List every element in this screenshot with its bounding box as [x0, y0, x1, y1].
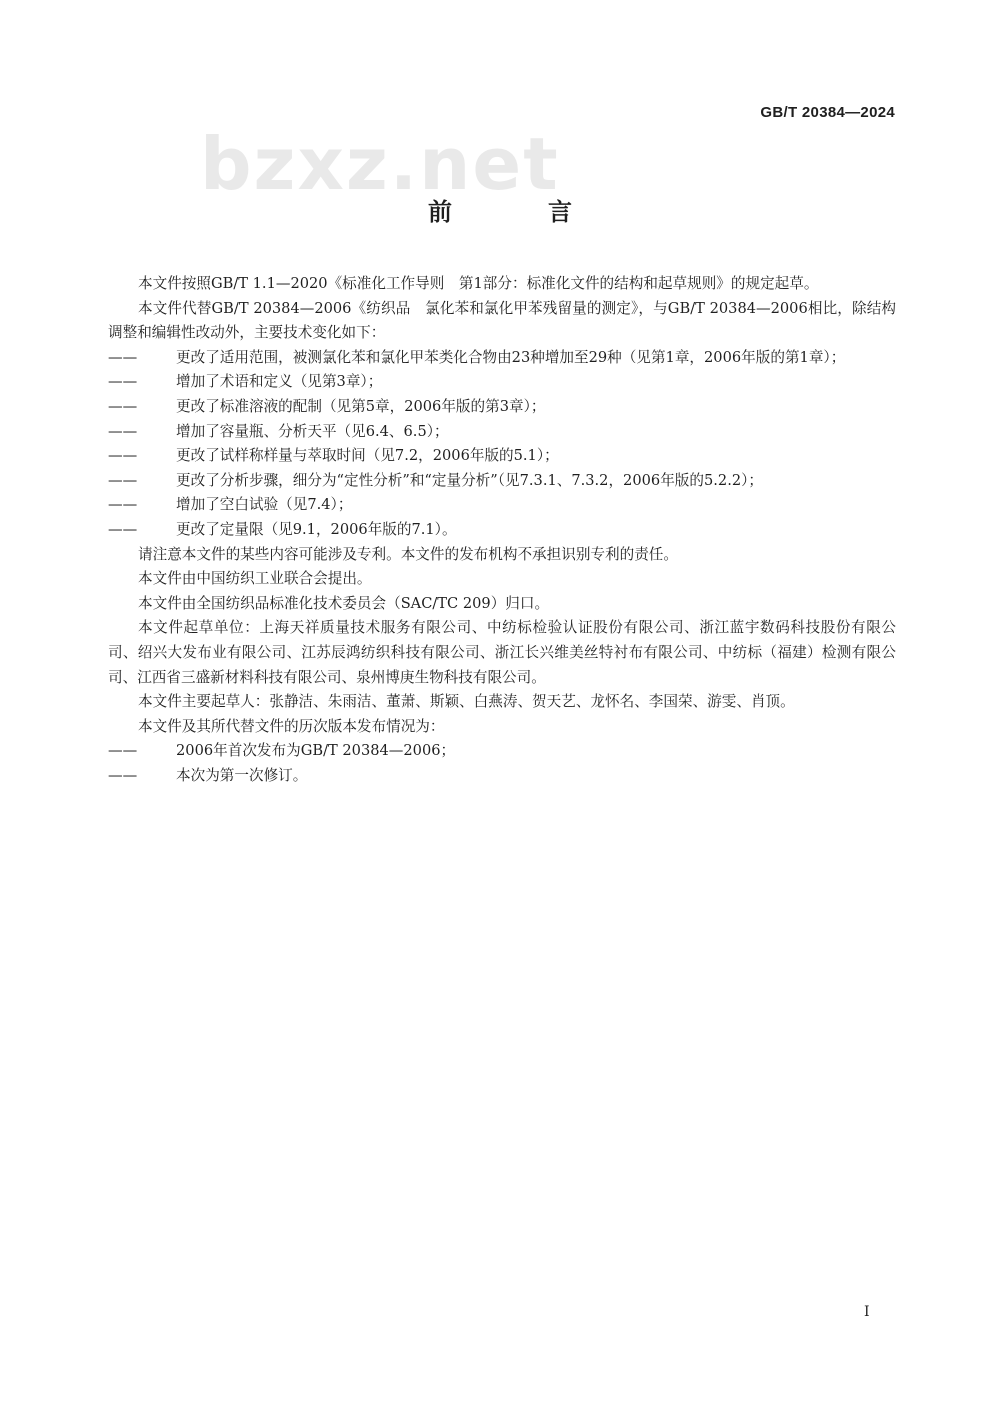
list-dash: —— [108, 742, 138, 760]
list-item-text: 更改了试样称样量与萃取时间（见7.2，2006年版的5.1）； [176, 447, 559, 465]
paragraph: 本文件起草单位：上海天祥质量技术服务有限公司、中纺标检验认证股份有限公司、浙江蓝宇数码科技股份有限公司、绍兴大发布业有限公司、江苏辰鸿纺织科技有限公司、浙江长兴维美丝特衬布有限公司、中纺标（福建）检测有限公司、江西省三盛新材料科技有限公司、泉州博庚生物科技有限公司。 [108, 619, 896, 686]
list-item [108, 469, 896, 494]
list-dash: —— [108, 373, 138, 391]
list-item [108, 739, 896, 764]
list-item [108, 346, 896, 371]
paragraph: 本文件主要起草人：张静洁、朱雨洁、董萧、斯颖、白燕涛、贺天艺、龙怀名、李国荣、游雯、肖顶。 [138, 693, 795, 711]
list-item-text: 增加了容量瓶、分析天平（见6.4、6.5）； [176, 422, 449, 440]
paragraph: 本文件按照GB/T 1.1—2020《标准化工作导则 第1部分：标准化文件的结构和起草规则》的规定起草。 [138, 275, 819, 292]
list-dash: —— [108, 520, 138, 538]
list-item [108, 370, 896, 395]
paragraph: 请注意本文件的某些内容可能涉及专利。本文件的发布机构不承担识别专利的责任。 [138, 545, 678, 563]
list-item-text: 更改了定量限（见9.1，2006年版的7.1）。 [176, 520, 457, 538]
list-dash: —— [108, 471, 138, 489]
page-title: 前 言 [428, 197, 608, 226]
watermark: bzxz.net [200, 122, 560, 206]
list-dash: —— [108, 397, 138, 415]
list-dash: —— [108, 422, 138, 440]
list-dash: —— [108, 348, 138, 366]
list-item-text: 本次为第一次修订。 [176, 766, 308, 784]
list-dash: —— [108, 766, 138, 784]
list-item [108, 518, 896, 543]
list-item [108, 395, 896, 420]
list-item-text: 增加了空白试验（见7.4）； [176, 496, 353, 514]
list-item-text: 增加了术语和定义（见第3章）； [176, 373, 383, 391]
standard-number: GB/T 20384—2024 [760, 104, 895, 121]
list-item-text: 更改了标准溶液的配制（见第5章，2006年版的第3章）； [176, 397, 546, 415]
paragraph: 本文件及其所代替文件的历次版本发布情况为： [138, 717, 445, 735]
list-item [108, 764, 896, 789]
list-item-text: 2006年首次发布为GB/T 20384—2006； [176, 742, 456, 760]
preface-body [108, 272, 896, 788]
list-dash: —— [108, 447, 138, 465]
list-item [108, 493, 896, 518]
paragraph: 本文件由全国纺织品标准化技术委员会（SAC/TC 209）归口。 [138, 594, 550, 612]
list-item-text: 更改了适用范围，被测氯化苯和氯化甲苯类化合物由23种增加至29种（见第1章，2006年版的第1章）； [176, 348, 846, 366]
paragraph: 本文件代替GB/T 20384—2006《纺织品 氯化苯和氯化甲苯残留量的测定》，与GB/T 20384—2006相比，除结构调整和编辑性改动外，主要技术变化如下： [108, 299, 896, 342]
page-number: I [864, 1304, 870, 1320]
list-item [108, 444, 896, 469]
list-dash: —— [108, 496, 138, 514]
list-item [108, 420, 896, 445]
list-item-text: 更改了分析步骤，细分为“定性分析”和“定量分析”（见7.3.1、7.3.2，2006年版的5.2.2）； [176, 471, 764, 489]
paragraph: 本文件由中国纺织工业联合会提出。 [138, 570, 372, 588]
